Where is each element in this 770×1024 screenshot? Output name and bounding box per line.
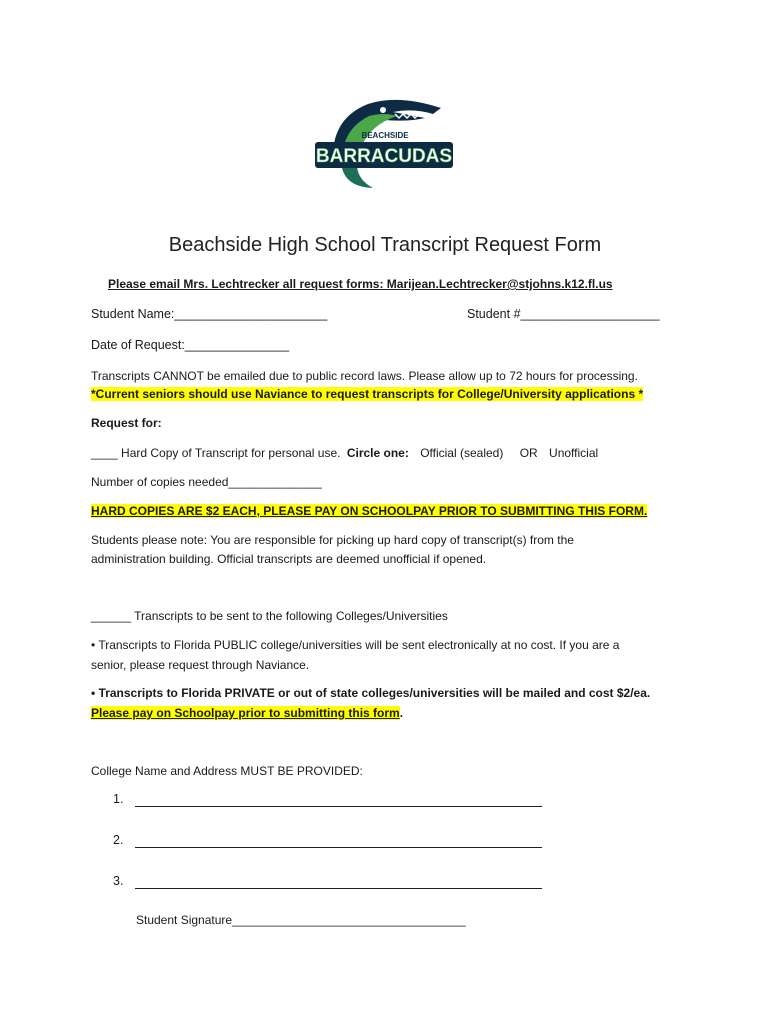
barracudas-logo [313,92,455,192]
college-entry-number: 1. [113,792,124,806]
college-entry-number: 3. [113,874,124,888]
cannot-email-notice: Transcripts CANNOT be emailed due to public record laws. Please allow up to 72 hours for processing. [91,369,638,383]
seniors-notice-text: *Current seniors should use Naviance to request transcripts for College/University applications * [91,387,644,401]
student-signature-field[interactable]: Student Signature___________________________________ [136,913,466,927]
public-colleges-line-2: senior, please request through Naviance. [91,658,310,672]
public-colleges-line-1: • Transcripts to Florida PUBLIC college/universities will be sent electronically at no cost. If you are a [91,638,620,652]
official-option[interactable]: Official (sealed) [420,446,504,460]
hard-copy-blank[interactable]: ____ [91,446,118,460]
college-entry-2[interactable] [113,833,123,847]
seniors-notice [91,387,643,401]
or-label: OR [519,446,538,460]
circle-one-label: Circle one: [346,446,409,460]
college-entry-1[interactable] [113,792,123,806]
unofficial-option[interactable]: Unofficial [549,446,599,460]
hard-copy-text: Hard Copy of Transcript for personal use. [121,446,341,460]
student-name-field[interactable]: Student Name:______________________ [91,307,328,321]
date-of-request-field[interactable]: Date of Request:_______________ [91,338,290,352]
page-title: Beachside High School Transcript Request Form [168,234,602,256]
students-note-line-2: administration building. Official transcripts are deemed unofficial if opened. [91,552,487,566]
copies-needed-field[interactable]: Number of copies needed______________ [91,475,322,489]
logo-top-text: BEACHSIDE [361,131,409,140]
college-entry-line-1[interactable] [135,806,542,807]
college-name-label: College Name and Address MUST BE PROVIDED: [91,764,363,778]
request-for-heading: Request for: [91,416,162,430]
pay-line-period: . [399,706,404,720]
logo-main-text: BARRACUDAS [315,146,453,167]
college-entry-line-3[interactable] [135,888,542,889]
student-number-field[interactable]: Student #____________________ [467,307,660,321]
private-colleges-line: • Transcripts to Florida PRIVATE or out of state colleges/universities will be mailed and cost $2/ea. [91,686,651,700]
hard-copies-cost-notice [91,504,647,518]
college-entry-number: 2. [113,833,124,847]
college-entry-line-2[interactable] [135,847,542,848]
pay-line-text: Please pay on Schoolpay prior to submitting this form [91,706,400,720]
students-note-line-1: Students please note: You are responsible for picking up hard copy of transcript(s) from the [91,533,574,547]
colleges-line[interactable]: ______ Transcripts to be sent to the following Colleges/Universities [91,609,448,623]
hard-copies-cost-text: HARD COPIES ARE $2 EACH, PLEASE PAY ON SCHOOLPAY PRIOR TO SUBMITTING THIS FORM. [91,504,648,518]
hard-copy-line [91,446,598,460]
email-instructions: Please email Mrs. Lechtrecker all request forms: Marijean.Lechtrecker@stjohns.k12.fl.us [108,277,613,291]
pay-line [91,706,403,720]
college-entry-3[interactable] [113,874,123,888]
logo-fish-eye [380,107,386,113]
